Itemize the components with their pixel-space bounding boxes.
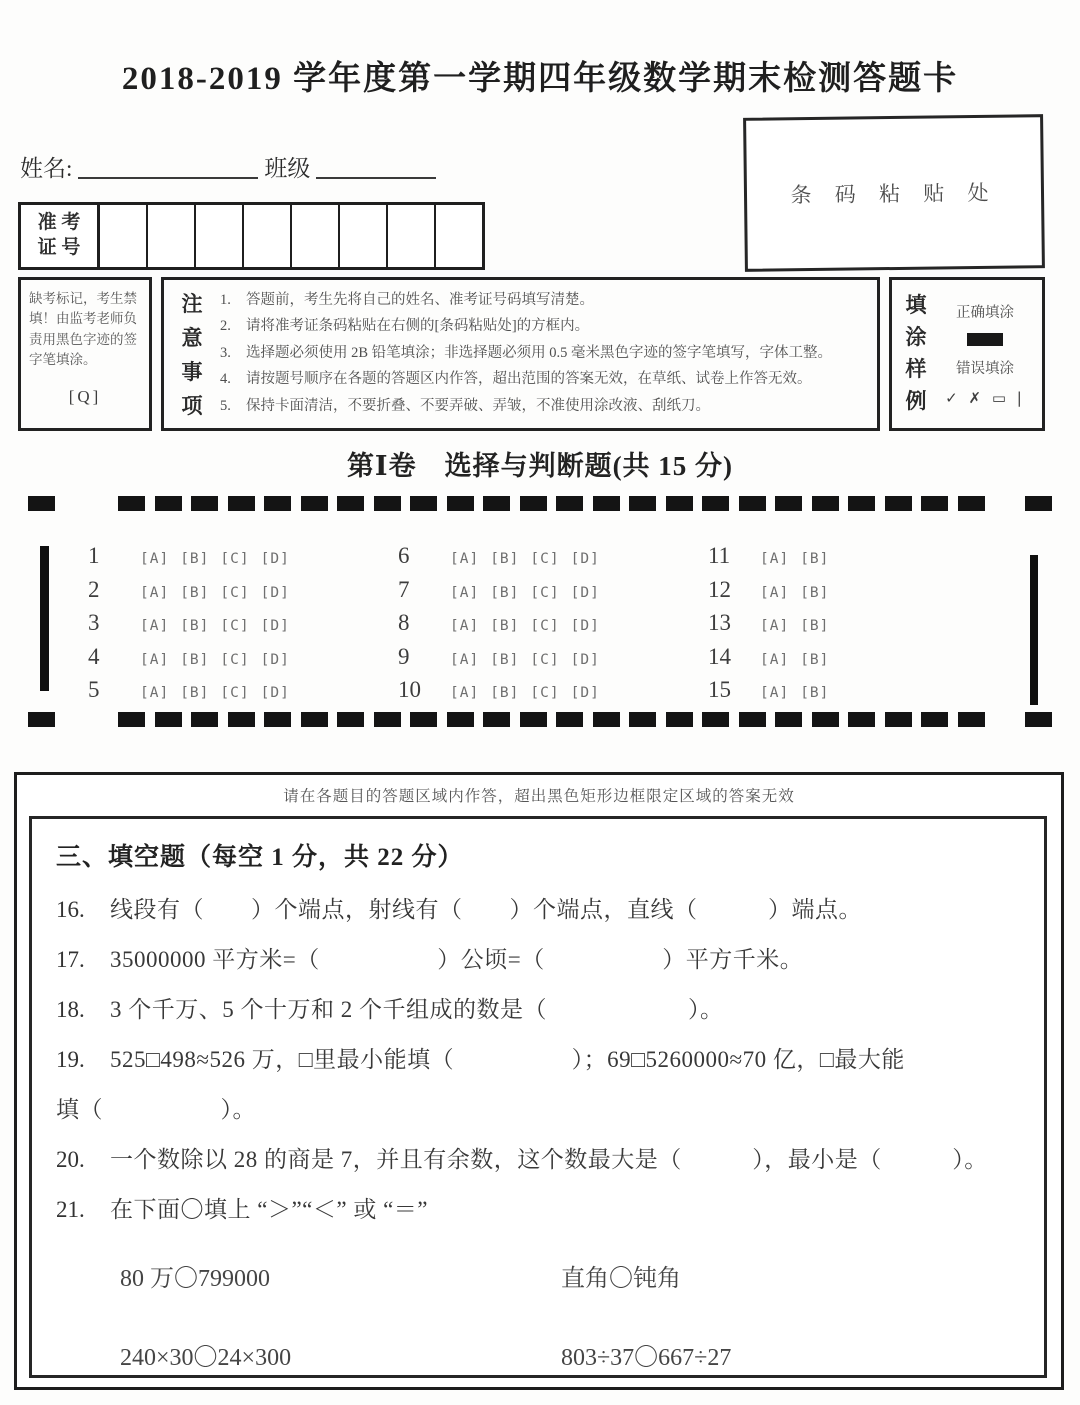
fill-sample-vertical-label	[898, 290, 934, 418]
answer-bubble: [B]	[180, 584, 210, 601]
question-number: 5	[88, 677, 100, 702]
bubble-row	[88, 677, 301, 703]
bubble-column	[88, 543, 301, 711]
question-number: 3	[88, 610, 100, 635]
fill-in-question-line	[56, 1141, 1022, 1174]
name-label: 姓名:	[20, 156, 73, 181]
answer-bubble: [B]	[490, 551, 520, 567]
timing-mark	[556, 712, 583, 727]
timing-mark	[593, 496, 620, 511]
answer-bubble: [B]	[800, 651, 830, 668]
timing-mark	[775, 496, 802, 511]
notice-item-number: 3.	[220, 344, 231, 361]
answer-bubble: [D]	[260, 618, 290, 634]
question-number: 10	[398, 677, 421, 702]
question-number: 21.	[56, 1197, 85, 1222]
notice-item	[220, 287, 869, 313]
barcode-paste-label: 条 码 粘 贴 处	[790, 180, 998, 208]
timing-mark	[447, 496, 474, 511]
fill-in-question-line	[56, 941, 1022, 974]
exam-number-label-line1: 准 考	[37, 212, 81, 234]
fill-in-question-line	[56, 891, 1022, 924]
timing-mark	[629, 712, 656, 727]
timing-mark-group	[118, 496, 985, 511]
timing-mark	[520, 712, 547, 727]
bubble-row	[398, 543, 611, 569]
exam-number-grid	[18, 202, 485, 270]
part2-inner-box	[29, 816, 1047, 1378]
answer-bubble: [B]	[800, 618, 830, 634]
timing-mark	[410, 712, 437, 727]
fill-sample-label-char: 样	[905, 357, 927, 382]
barcode-paste-area	[743, 114, 1045, 272]
answer-bubble: [B]	[490, 685, 520, 701]
part2-instruction: 请在各题目的答题区域内作答，超出黑色矩形边框限定区域的答案无效	[283, 788, 795, 805]
answer-bubble: [B]	[490, 584, 520, 601]
answer-bubble: [C]	[530, 618, 560, 634]
answer-bubble: [D]	[260, 584, 290, 601]
bubble-column	[398, 543, 611, 711]
question-number: 20.	[56, 1147, 85, 1172]
answer-bubble: [B]	[180, 685, 210, 701]
exam-number-label-line2: 证 号	[37, 237, 81, 258]
bubble-row	[88, 577, 301, 603]
notice-item-text: 保持卡面清洁，不要折叠、不要弄破、弄皱，不准使用涂改液、刮纸刀。	[246, 397, 710, 414]
question-number: 11	[708, 543, 731, 568]
timing-mark	[228, 712, 255, 727]
answer-bubble: [A]	[140, 685, 170, 701]
part2-answer-region	[14, 772, 1064, 1390]
timing-mark	[885, 496, 912, 511]
answer-bubble: [C]	[530, 685, 560, 701]
question-text: 一个数除以 28 的商是 7，并且有余数，这个数最大是（ ），最小是（ ）。	[110, 1147, 988, 1172]
answer-bubble: [A]	[140, 618, 170, 634]
timing-mark	[118, 496, 145, 511]
answer-bubble: [D]	[260, 651, 290, 668]
answer-bubble: [C]	[530, 551, 560, 567]
fill-in-question-line	[56, 1041, 1022, 1074]
bubble-column	[708, 543, 840, 711]
timing-mark	[264, 496, 291, 511]
exam-number-cell	[244, 205, 292, 267]
answer-bubble: [A]	[140, 551, 170, 567]
answer-bubble: [D]	[570, 618, 600, 634]
comparison-row	[56, 1337, 1022, 1372]
timing-mark	[191, 712, 218, 727]
answer-bubble: [D]	[570, 685, 600, 701]
exam-number-cell	[340, 205, 388, 267]
answer-bubble: [A]	[450, 685, 480, 701]
fill-sample-label-char: 例	[905, 389, 927, 414]
timing-mark	[447, 712, 474, 727]
answer-bubble: [B]	[490, 651, 520, 668]
notice-item-text: 请将准考证条码粘贴在右侧的[条码粘贴处]的方框内。	[246, 318, 590, 335]
wrong-fill-marks-icon: ✓ ✗ ▭ |	[945, 389, 1025, 407]
timing-mark	[921, 712, 948, 727]
part1-title: 第Ⅰ卷 选择与判断题(共 15 分)	[346, 451, 734, 481]
fill-sample-box	[889, 277, 1045, 431]
answer-bubble-area	[0, 543, 1080, 718]
question-number: 14	[708, 643, 731, 669]
notice-items	[210, 287, 869, 424]
question-number: 17.	[56, 947, 85, 972]
timing-mark	[593, 712, 620, 727]
bubble-row	[708, 577, 840, 603]
timing-mark	[885, 712, 912, 727]
notice-item-number: 2.	[220, 318, 231, 335]
answer-bubble: [C]	[220, 584, 250, 601]
answer-bubble: [A]	[760, 651, 790, 668]
question-text: 525□498≈526 万，□里最小能填（ ）；69□5260000≈70 亿，□最大能	[110, 1047, 905, 1072]
class-label: 班级	[264, 156, 311, 181]
timing-mark	[410, 496, 437, 511]
question-text: 35000000 平方米=（ ）公顷=（ ）平方千米。	[110, 947, 804, 972]
notice-label-char: 事	[181, 360, 203, 385]
timing-mark	[702, 712, 729, 727]
exam-number-cell	[292, 205, 340, 267]
timing-mark	[739, 712, 766, 727]
answer-bubble: [B]	[490, 618, 520, 634]
notice-item	[220, 366, 869, 392]
notice-item-text: 选择题必须使用 2B 铅笔填涂；非选择题必须用 0.5 毫米黑色字迹的签字笔填写，字体工整。	[246, 344, 833, 361]
bubble-row	[398, 644, 611, 670]
question-number: 1	[88, 543, 100, 568]
comparison-expression: 直角〇钝角	[561, 1266, 681, 1292]
timing-mark	[155, 712, 182, 727]
page-title: 2018-2019 学年度第一学期四年级数学期末检测答题卡	[121, 61, 959, 97]
bubble-row	[88, 644, 301, 670]
notice-label-char: 注	[181, 291, 203, 316]
timing-mark	[118, 712, 145, 727]
question-number: 15	[708, 677, 731, 702]
timing-mark	[958, 496, 985, 511]
absent-mark-bubble: [Q]	[68, 387, 102, 406]
timing-mark	[155, 496, 182, 511]
class-blank-line	[316, 154, 436, 179]
comparison-block	[56, 1258, 1022, 1372]
part2-section-title: 三、填空题（每空 1 分，共 22 分）	[56, 844, 464, 871]
answer-bubble: [B]	[180, 651, 210, 668]
exam-number-cell	[100, 205, 148, 267]
fill-in-question-line	[56, 1091, 1022, 1124]
question-number: 8	[398, 610, 410, 635]
answer-bubble: [B]	[800, 685, 830, 701]
bubble-row	[398, 577, 611, 603]
question-number: 4	[88, 643, 100, 669]
answer-bubble: [C]	[220, 651, 250, 668]
correct-fill-label: 正确填涂	[956, 305, 1014, 321]
fill-in-question-line	[56, 991, 1022, 1024]
timing-mark	[483, 712, 510, 727]
answer-bubble: [A]	[450, 651, 480, 668]
notice-item	[220, 340, 869, 366]
bubble-row	[398, 610, 611, 636]
answer-bubble: [C]	[530, 651, 560, 668]
bubble-row	[708, 610, 840, 636]
timing-marks-bottom	[0, 712, 1080, 728]
name-class-row	[20, 150, 442, 183]
notice-box	[161, 277, 880, 431]
answer-bubble: [C]	[220, 618, 250, 634]
timing-marks-top	[0, 496, 1080, 512]
answer-bubble: [C]	[220, 551, 250, 567]
timing-mark	[264, 712, 291, 727]
correct-fill-mark-icon	[967, 333, 1003, 346]
timing-mark	[301, 712, 328, 727]
timing-mark-group	[118, 712, 985, 727]
fill-sample-label-char: 涂	[905, 325, 927, 350]
notice-vertical-label	[174, 287, 210, 424]
question-number: 13	[708, 610, 731, 635]
question-text: 线段有（ ）个端点，射线有（ ）个端点，直线（ ）端点。	[110, 897, 862, 922]
fill-sample-label-char: 填	[905, 293, 927, 318]
absent-mark-text: 缺考标记，考生禁填！由监考老师负责用黑色字迹的签字笔填涂。	[29, 291, 137, 367]
notice-band	[18, 277, 1045, 431]
answer-bubble: [D]	[570, 651, 600, 668]
question-number: 9	[398, 643, 410, 669]
exam-number-label	[21, 205, 100, 267]
comparison-expression: 803÷37〇667÷27	[561, 1345, 732, 1371]
exam-number-cell	[196, 205, 244, 267]
timing-mark	[1025, 496, 1052, 511]
timing-mark	[629, 496, 656, 511]
notice-item-number: 1.	[220, 292, 231, 308]
question-number: 12	[708, 576, 731, 602]
answer-bubble: [B]	[800, 551, 830, 567]
question-number: 6	[398, 543, 410, 568]
answer-bubble: [A]	[760, 551, 790, 567]
notice-item-number: 4.	[220, 371, 231, 388]
question-number: 18.	[56, 997, 85, 1022]
answer-bubble: [A]	[450, 618, 480, 634]
notice-label-char: 项	[181, 394, 203, 419]
bubble-row	[708, 644, 840, 670]
timing-mark	[556, 496, 583, 511]
answer-bubble: [D]	[260, 551, 290, 567]
timing-mark	[702, 496, 729, 511]
timing-mark	[520, 496, 547, 511]
fill-in-question-line	[56, 1191, 1022, 1224]
exam-number-cell	[436, 205, 482, 267]
question-text: 在下面〇填上 “＞”“＜” 或 “＝”	[110, 1197, 429, 1222]
timing-mark	[337, 712, 364, 727]
notice-item	[220, 313, 869, 339]
absent-mark-box	[18, 277, 152, 431]
fill-sample-content	[934, 290, 1036, 418]
wrong-fill-label: 错误填涂	[956, 361, 1014, 377]
answer-bubble: [D]	[260, 685, 290, 701]
bubble-row	[398, 677, 611, 703]
notice-label-char: 意	[181, 325, 203, 350]
fill-in-questions	[56, 891, 1022, 1224]
timing-mark	[337, 496, 364, 511]
timing-mark	[28, 712, 55, 727]
timing-mark	[28, 496, 55, 511]
answer-bubble: [A]	[450, 584, 480, 601]
answer-bubble: [B]	[800, 584, 830, 601]
answer-bubble: [A]	[140, 584, 170, 601]
question-text: 填（ ）。	[56, 1097, 256, 1122]
timing-mark	[812, 496, 839, 511]
comparison-expression: 80 万〇799000	[120, 1266, 270, 1292]
bubble-row	[708, 543, 840, 569]
answer-bubble: [D]	[570, 551, 600, 567]
name-blank-line	[78, 154, 258, 179]
bubble-row	[88, 543, 301, 569]
answer-bubble: [B]	[180, 551, 210, 567]
notice-item-text: 请按题号顺序在各题的答题区内作答，超出范围的答案无效，在草纸、试卷上作答无效。	[246, 371, 812, 388]
timing-mark	[848, 496, 875, 511]
answer-bubble: [A]	[760, 618, 790, 634]
question-number: 16.	[56, 897, 85, 922]
notice-item-number: 5.	[220, 397, 231, 414]
answer-bubble: [B]	[180, 618, 210, 634]
timing-mark	[921, 496, 948, 511]
timing-mark	[812, 712, 839, 727]
notice-item	[220, 393, 869, 419]
question-number: 7	[398, 576, 410, 602]
bubble-row	[708, 677, 840, 703]
timing-mark	[374, 496, 401, 511]
timing-mark	[301, 496, 328, 511]
timing-mark	[666, 496, 693, 511]
exam-number-cell	[388, 205, 436, 267]
timing-mark	[848, 712, 875, 727]
question-text: 3 个千万、5 个十万和 2 个千组成的数是（ ）。	[110, 997, 724, 1022]
timing-mark	[739, 496, 766, 511]
timing-mark	[666, 712, 693, 727]
answer-bubble: [A]	[760, 685, 790, 701]
timing-mark	[483, 496, 510, 511]
answer-bubble: [A]	[760, 584, 790, 601]
answer-bubble: [C]	[220, 685, 250, 701]
comparison-row	[56, 1258, 1022, 1293]
answer-bubble: [C]	[530, 584, 560, 601]
comparison-expression: 240×30〇24×300	[120, 1345, 292, 1371]
timing-mark	[374, 712, 401, 727]
timing-mark	[1025, 712, 1052, 727]
exam-number-cells	[100, 205, 482, 267]
timing-mark	[775, 712, 802, 727]
notice-item-text: 答题前，考生先将自己的姓名、准考证号码填写清楚。	[246, 292, 594, 308]
answer-bubble: [A]	[140, 651, 170, 668]
answer-bubble: [A]	[450, 551, 480, 567]
timing-mark	[228, 496, 255, 511]
exam-number-cell	[148, 205, 196, 267]
timing-mark	[191, 496, 218, 511]
bubble-row	[88, 610, 301, 636]
timing-mark	[958, 712, 985, 727]
question-number: 19.	[56, 1047, 85, 1072]
answer-bubble: [D]	[570, 584, 600, 601]
question-number: 2	[88, 576, 100, 602]
